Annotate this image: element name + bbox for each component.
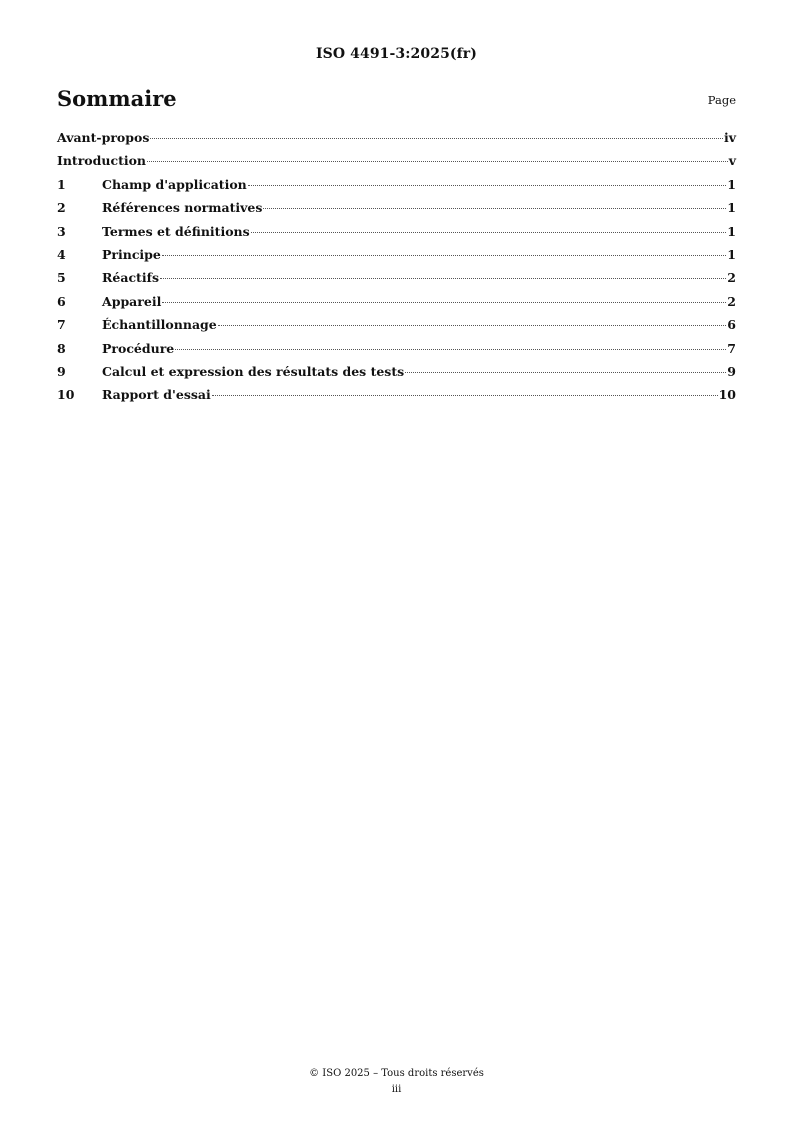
- toc-entry-label: Champ d'application: [102, 176, 247, 192]
- dot-leader: [175, 349, 726, 350]
- toc-entry-number: 7: [57, 317, 66, 333]
- dot-leader: [212, 395, 718, 396]
- toc-entry-number: 6: [57, 293, 66, 309]
- toc-entry-page: 1: [727, 200, 736, 216]
- toc-entry-number: 4: [57, 246, 66, 262]
- toc-entry-terms-definitions[interactable]: [57, 224, 736, 247]
- toc-entry-introduction[interactable]: [57, 153, 736, 176]
- toc-entry-label: Calcul et expression des résultats des tests: [102, 363, 405, 379]
- toc-title: Sommaire: [57, 86, 177, 111]
- dot-leader: [162, 302, 726, 303]
- dot-leader: [405, 372, 726, 373]
- toc-entry-page: 9: [727, 363, 736, 379]
- toc-entry-label: Avant-propos: [57, 130, 150, 145]
- toc-entry-page: 1: [727, 223, 736, 239]
- toc-entry-principle[interactable]: [57, 247, 736, 270]
- page-number: iii: [391, 1084, 402, 1095]
- toc-entry-procedure[interactable]: [57, 341, 736, 364]
- dot-leader: [160, 278, 726, 279]
- toc-entry-number: 8: [57, 340, 66, 356]
- toc-heading-row: [57, 86, 736, 112]
- toc-entry-number: 3: [57, 223, 66, 239]
- toc-entry-number: 10: [57, 387, 75, 403]
- toc-entry-page: 6: [727, 317, 736, 333]
- dot-leader: [147, 161, 728, 162]
- toc-entry-number: 9: [57, 363, 66, 379]
- toc-entry-normative-references[interactable]: [57, 200, 736, 223]
- toc-entry-page: 2: [727, 293, 736, 309]
- toc-entry-page: 10: [718, 387, 736, 403]
- toc-entry-number: 2: [57, 200, 66, 216]
- toc-entry-page: 2: [727, 270, 736, 286]
- toc-entry-label: Termes et définitions: [102, 223, 250, 239]
- toc-entry-number: 5: [57, 270, 66, 286]
- toc-entry-label: Procédure: [102, 340, 175, 356]
- document-identifier: ISO 4491-3:2025(fr): [316, 46, 477, 62]
- toc-entry-page: 7: [727, 340, 736, 356]
- toc-page-column-label: Page: [707, 93, 736, 107]
- toc-entry-label: Introduction: [57, 153, 147, 169]
- toc-entry-page: v: [728, 153, 736, 169]
- toc-entry-foreword[interactable]: [57, 130, 736, 153]
- toc-entry-reagents[interactable]: [57, 270, 736, 293]
- toc-entry-label: Appareil: [102, 293, 162, 309]
- page-footer: [0, 1066, 793, 1098]
- dot-leader: [150, 138, 723, 139]
- toc-entry-label: Échantillonnage: [102, 317, 217, 333]
- toc-entry-apparatus[interactable]: [57, 294, 736, 317]
- toc-entry-label: Références normatives: [102, 200, 263, 216]
- toc-entry-number: 1: [57, 176, 66, 192]
- dot-leader: [251, 232, 727, 233]
- toc-entry-scope[interactable]: [57, 177, 736, 200]
- toc-entry-label: Rapport d'essai: [102, 387, 211, 403]
- toc-entry-test-report[interactable]: [57, 387, 736, 410]
- copyright-notice: © ISO 2025 – Tous droits réservés: [309, 1068, 484, 1079]
- toc-entry-page: iv: [723, 130, 736, 145]
- toc-entry-page: 1: [727, 176, 736, 192]
- toc-entry-page: 1: [727, 246, 736, 262]
- toc-entry-label: Réactifs: [102, 270, 159, 286]
- toc-entry-label: Principe: [102, 246, 161, 262]
- table-of-contents: [57, 130, 736, 411]
- toc-entry-calculation[interactable]: [57, 364, 736, 387]
- dot-leader: [248, 185, 727, 186]
- dot-leader: [263, 208, 726, 209]
- dot-leader: [162, 255, 726, 256]
- dot-leader: [218, 325, 727, 326]
- toc-entry-sampling[interactable]: [57, 317, 736, 340]
